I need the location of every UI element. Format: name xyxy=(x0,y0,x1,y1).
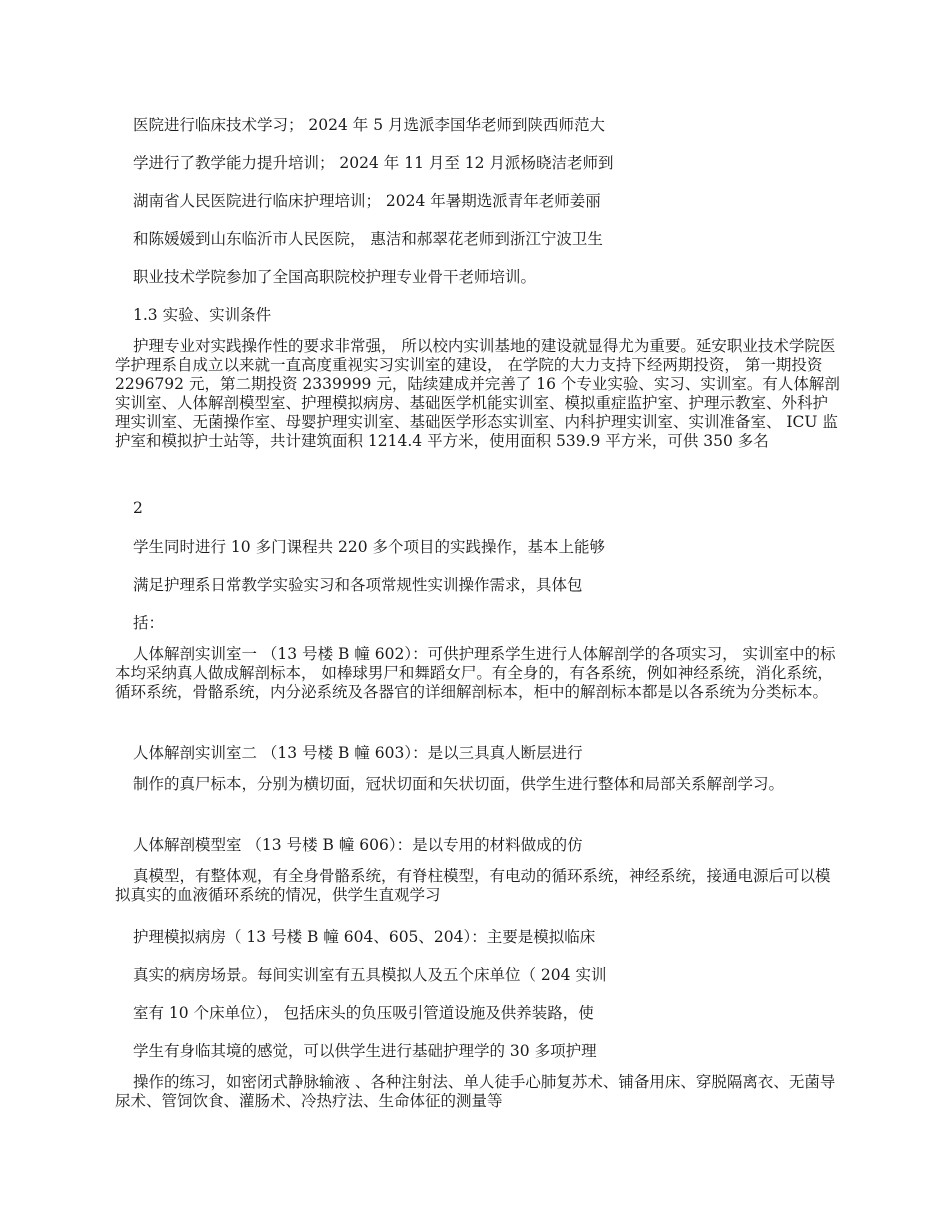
text-line: 学生有身临其境的感觉，可以供学生进行基础护理学的 30 多项护理 xyxy=(133,1042,597,1060)
text-line: 和陈媛媛到山东临沂市人民医院， 惠洁和郝翠花老师到浙江宁波卫生 xyxy=(133,230,603,248)
text-line: 学生同时进行 10 多门课程共 220 多个项目的实践操作，基本上能够 xyxy=(133,538,606,556)
text-line: 湖南省人民医院进行临床护理培训； 2024 年暑期选派青年老师姜丽 xyxy=(133,192,601,210)
paragraph-lab-overview: 护理专业对实践操作性的要求非常强， 所以校内实训基地的建设就显得尤为重要。延安职业技术学院医学护理系自成立以来就一直高度重视实习实训室的建设， 在学院的大力支持下经两期投资， 第一期投资 2296792 元，第二期投资 2339999 元，陆续建成并完善了 16 个专业实验、实习、实训室。有人体解剖实训室、人体解剖模型室、护理模拟病房、基础医学机能实训室、模拟重症监护室、护理示教室、外科护理实训室、无菌操作室、母婴护理实训室、基础医学形态实训室、内科护理实训室、实训准备室、 ICU 监护室和模拟护士站等，共计建筑面积 1214.4 平方米，使用面积 539.9 平方米，可供 350 多名 xyxy=(115,337,840,450)
section-heading: 1.3 实验、实训条件 xyxy=(133,306,272,324)
text-line: 职业技术学院参加了全国高职院校护理专业骨干老师培训。 xyxy=(133,268,537,286)
page-number: 2 xyxy=(133,499,143,517)
text-line: 医院进行临床技术学习； 2024 年 5 月选派李国华老师到陕西师范大 xyxy=(133,116,606,134)
text-line: 满足护理系日常教学实验实习和各项常规性实训操作需求，具体包 xyxy=(133,576,583,594)
text-line: 学进行了教学能力提升培训； 2024 年 11 月至 12 月派杨晓洁老师到 xyxy=(133,154,614,172)
text-line: 人体解剖实训室二 （13 号楼 B 幢 603）：是以三具真人断层进行 xyxy=(133,744,583,762)
text-line: 括： xyxy=(133,614,165,632)
paragraph-nursing-practice: 操作的练习，如密闭式静脉输液 、各种注射法、单人徒手心肺复苏术、铺备用床、穿脱隔离衣、无菌导尿术、管饲饮食、灌肠术、冷热疗法、生命体征的测量等 xyxy=(115,1073,836,1110)
text-line: 室有 10 个床单位）， 包括床头的负压吸引管道设施及供养装路，使 xyxy=(133,1004,594,1022)
text-line: 护理模拟病房（ 13 号楼 B 幢 604、605、204）：主要是模拟临床 xyxy=(133,928,596,946)
paragraph-anatomy-lab-1: 人体解剖实训室一 （13 号楼 B 幢 602）：可供护理系学生进行人体解剖学的各项实习， 实训室中的标本均采纳真人做成解剖标本， 如棒球男尸和舞蹈女尸。有全身的，有各系统，例如神经系统，消化系统，循环系统，骨骼系统，内分泌系统及各器官的详细解剖标本，柜中的解剖标本都是以各系统为分类标本。 xyxy=(115,645,836,701)
text-line: 人体解剖模型室 （13 号楼 B 幢 606）：是以专用的材料做成的仿 xyxy=(133,836,583,854)
text-line: 真实的病房场景。每间实训室有五具模拟人及五个床单位（ 204 实训 xyxy=(133,966,607,984)
paragraph-anatomy-lab-2: 制作的真尸标本，分别为横切面，冠状切面和矢状切面，供学生进行整体和局部关系解剖学习。 xyxy=(133,775,785,793)
paragraph-anatomy-model: 真模型，有整体观，有全身骨骼系统，有脊柱模型，有电动的循环系统，神经系统，接通电源后可以模拟真实的血液循环系统的情况，供学生直观学习 xyxy=(115,867,831,904)
